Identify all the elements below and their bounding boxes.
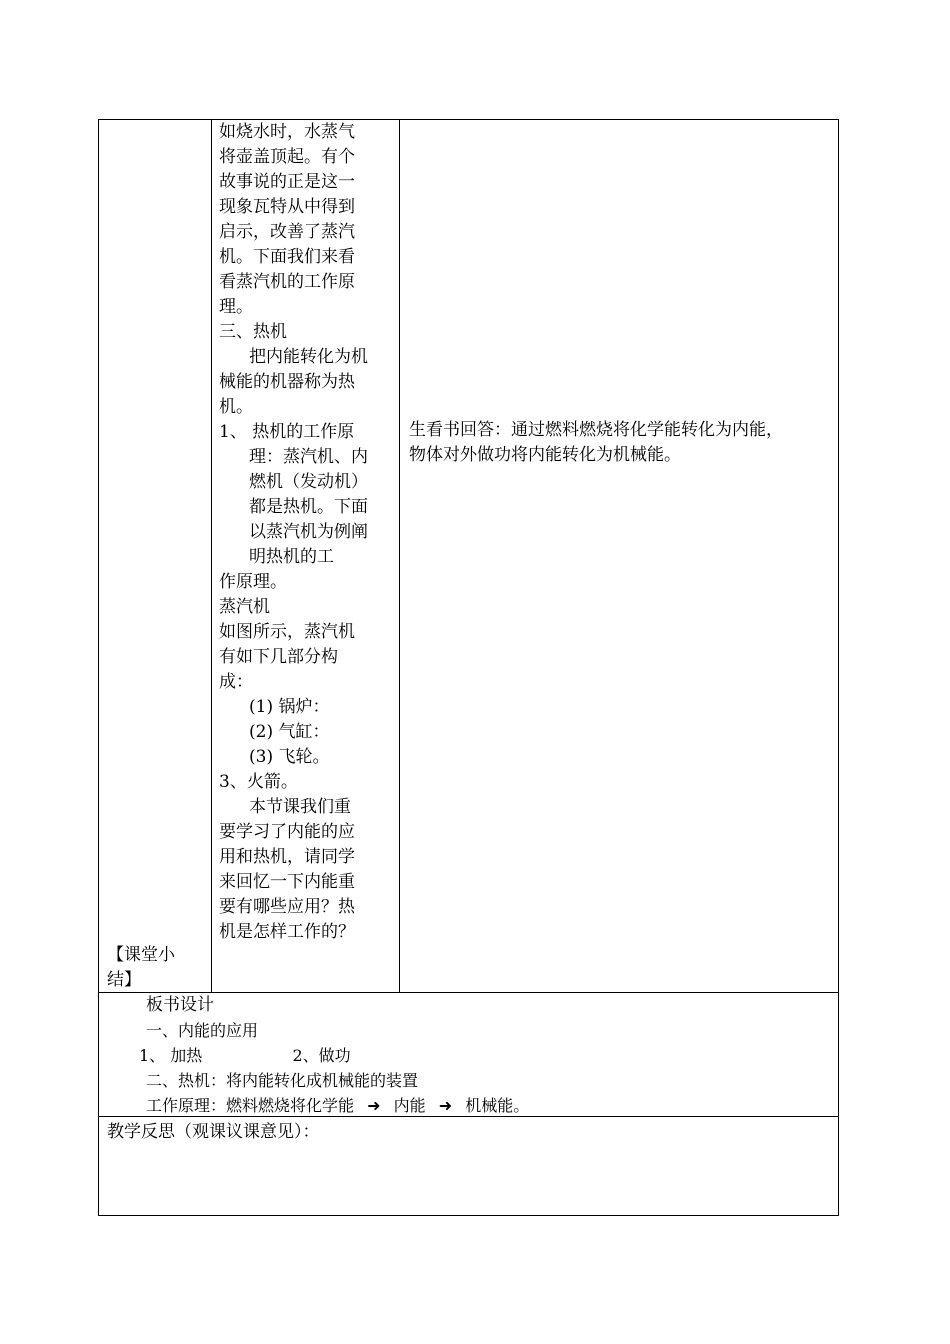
text-line: 燃机（发动机）: [249, 472, 368, 492]
text-line: 用和热机，请同学: [219, 847, 355, 867]
text-line: 来回忆一下内能重: [219, 872, 355, 892]
text-line: 将壶盖顶起。有个: [219, 147, 355, 167]
text-line: 3、火箭。: [219, 772, 298, 792]
board-line: [99, 1043, 840, 1068]
divider-col2: [399, 120, 400, 992]
text-line: 械能的机器称为热: [219, 372, 355, 392]
text-line: 现象瓦特从中得到: [219, 197, 355, 217]
text-line: 看蒸汽机的工作原: [219, 272, 355, 292]
text-line: 明热机的工: [249, 547, 334, 567]
text-line: 启示，改善了蒸汽: [219, 222, 355, 242]
list-item: (1) 锅炉：: [249, 697, 330, 717]
board-title: 板书设计: [146, 995, 214, 1015]
list-item: (2) 气缸：: [249, 722, 330, 742]
text-line: 作原理。: [219, 572, 287, 592]
arrow-right-icon: ➜: [367, 1096, 381, 1115]
text-line: 有如下几部分构: [219, 647, 338, 667]
text-line: 机。下面我们来看: [219, 247, 355, 267]
heading-steam-engine: 蒸汽机: [219, 597, 270, 617]
board-design: [99, 993, 840, 1118]
text-line: 以蒸汽机为例阐: [249, 522, 368, 542]
section-label-line: 结】: [107, 970, 141, 990]
text-line: 如图所示，蒸汽机: [219, 622, 355, 642]
board-item-work: 2、做功: [292, 1046, 351, 1065]
board-item-heating: 1、 加热: [139, 1046, 203, 1065]
divider-col1: [211, 120, 212, 992]
text-line: 1、 热机的工作原: [219, 422, 355, 442]
text-line: 如烧水时，水蒸气: [219, 122, 355, 142]
lesson-table: [98, 119, 839, 1216]
teacher-activity: [219, 120, 391, 945]
student-activity: [409, 418, 839, 468]
text-line: 物体对外做功将内能转化为机械能。: [409, 445, 681, 465]
arrow-right-icon: ➜: [438, 1096, 453, 1115]
board-internal-energy: 内能: [393, 1096, 426, 1115]
board-line: 二、热机：将内能转化成机械能的装置: [146, 1071, 419, 1090]
section-label-line: 【课堂小: [107, 945, 175, 965]
text-line: 故事说的正是这一: [219, 172, 355, 192]
text-line: 成：: [219, 672, 253, 692]
text-line: 机是怎样工作的？: [219, 922, 355, 942]
list-item: (3) 飞轮。: [249, 747, 330, 767]
board-line: [99, 1093, 840, 1118]
text-line: 都是热机。下面: [249, 497, 368, 517]
text-line: 理：蒸汽机、内: [249, 447, 368, 467]
reflection-label: 教学反思（观课议课意见）：: [107, 1122, 320, 1142]
heading-heat-engine: 三、热机: [219, 322, 287, 342]
board-line: 一、内能的应用: [146, 1021, 259, 1040]
text-line: 把内能转化为机: [249, 347, 368, 367]
board-principle: 工作原理：燃料燃烧将化学能: [146, 1096, 355, 1115]
text-line: 本节课我们重: [249, 797, 351, 817]
text-line: 机。: [219, 397, 253, 417]
text-line: 要学习了内能的应: [219, 822, 355, 842]
section-label: [107, 943, 207, 993]
text-line: 生看书回答：通过燃料燃烧将化学能转化为内能，: [409, 420, 783, 440]
text-line: 理。: [219, 297, 253, 317]
board-mechanical-energy: 机械能。: [465, 1096, 530, 1115]
text-line: 要有哪些应用？热: [219, 897, 355, 917]
